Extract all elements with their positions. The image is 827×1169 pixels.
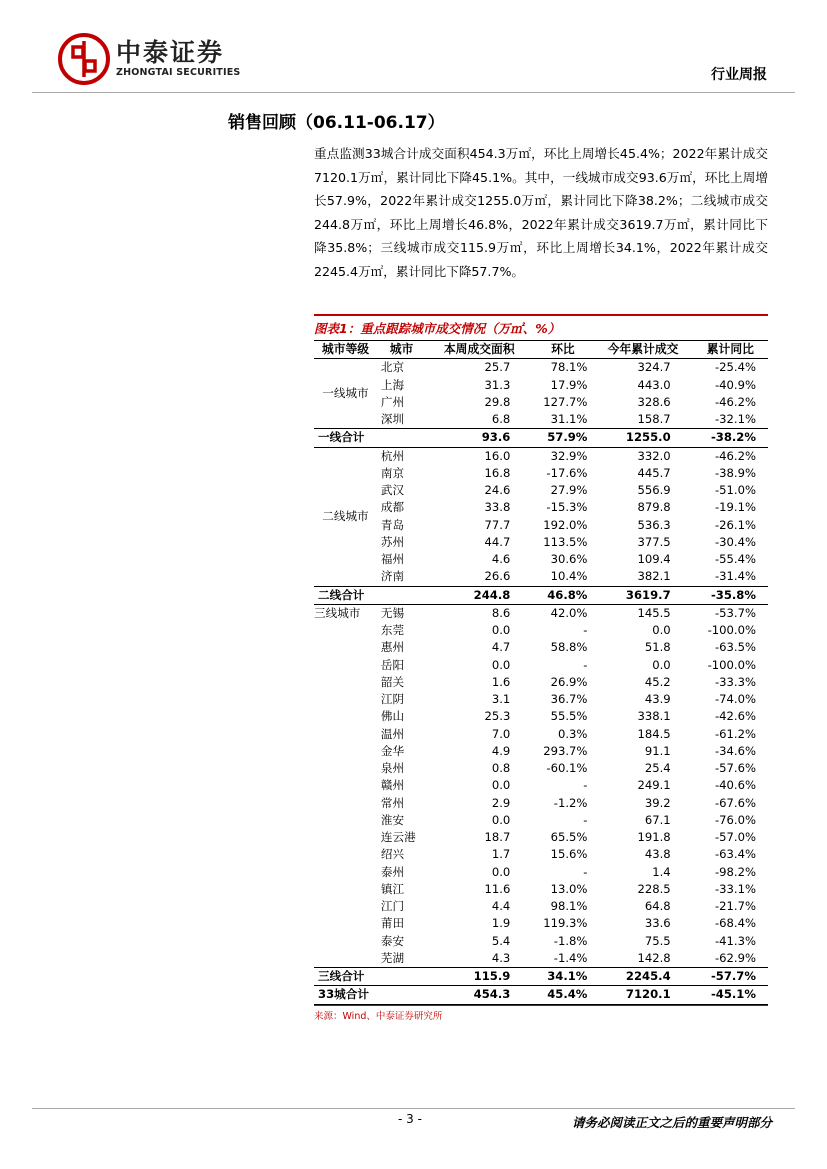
- wow-cell: 78.1%: [550, 360, 588, 375]
- wow-cell: 293.7%: [543, 743, 588, 758]
- wow-cell: -15.3%: [546, 500, 588, 515]
- table-row: [314, 447, 768, 465]
- subtotal-label-cell: 三线合计: [314, 968, 426, 986]
- yoy-cell: -19.1%: [714, 500, 756, 515]
- report-type: 行业周报: [711, 67, 767, 83]
- yoy-cell: -63.5%: [714, 640, 756, 655]
- wow-cell: 42.0%: [550, 605, 588, 620]
- weekly-area-cell: 3.1: [491, 692, 511, 707]
- weekly-area-cell: 2.9: [491, 795, 511, 810]
- wow-cell: 46.8%: [532, 586, 593, 604]
- figure-title: 图表1：重点跟踪城市成交情况（万㎡、%）: [314, 314, 768, 337]
- wow-cell: 98.1%: [550, 899, 588, 914]
- table-row: [314, 622, 768, 639]
- weekly-area-cell: 4.4: [491, 899, 511, 914]
- table-row: [314, 691, 768, 708]
- header-divider: [32, 92, 795, 93]
- ytd-cell: 3619.7: [593, 586, 692, 604]
- ytd-cell: 0.0: [652, 657, 671, 672]
- weekly-area-cell: 25.7: [484, 360, 511, 375]
- yoy-cell: -57.6%: [714, 761, 756, 776]
- wow-cell: 17.9%: [550, 377, 588, 392]
- city-cell: 莆田: [380, 916, 405, 931]
- table-row: [314, 499, 768, 516]
- grand-total-label-cell: 33城合计: [314, 986, 426, 1005]
- yoy-cell: -61.2%: [714, 726, 756, 741]
- weekly-area-cell: 16.0: [484, 448, 511, 463]
- weekly-area-cell: 0.8: [491, 761, 511, 776]
- ytd-cell: 75.5: [644, 933, 671, 948]
- zhongtai-logo-icon: [58, 33, 110, 85]
- col-header-tier: 城市等级: [314, 341, 377, 359]
- yoy-cell: -40.6%: [714, 778, 756, 793]
- yoy-cell: -46.2%: [714, 394, 756, 409]
- yoy-cell: -41.3%: [714, 933, 756, 948]
- yoy-cell: -100.0%: [707, 623, 756, 638]
- ytd-cell: 0.0: [652, 623, 671, 638]
- subtotal-label-cell: 一线合计: [314, 429, 426, 447]
- wow-cell: -: [583, 812, 588, 827]
- ytd-cell: 536.3: [637, 517, 671, 532]
- yoy-cell: -21.7%: [714, 899, 756, 914]
- city-cell: 苏州: [380, 534, 405, 549]
- ytd-cell: 67.1: [644, 812, 671, 827]
- subtotal-label-cell: 二线合计: [314, 586, 426, 604]
- weekly-area-cell: 44.7: [484, 534, 511, 549]
- wow-cell: 113.5%: [543, 534, 588, 549]
- tier-label-cell: 三线城市: [314, 605, 361, 620]
- summary-text: 重点监测33城合计成交面积454.3万㎡，环比上周增长45.4%；2022年累计成交7120.1万㎡，累计同比下降45.1%。其中，一线城市成交93.6万㎡，环比上周增长57.9%，2022年累计成交1255.0万㎡，累计同比下降38.2%；二线城市成交244.8万㎡，环比上周增长46.8%，2022年累计成交3619.7万㎡，累计同比下降35.8%；三线城市成交115.9万㎡，环比上周增长34.1%，2022年累计成交2245.4万㎡，累计同比下降57.7%。: [314, 146, 768, 279]
- table-header-row: [314, 341, 768, 359]
- weekly-area-cell: 29.8: [484, 394, 511, 409]
- ytd-cell: 1255.0: [593, 429, 692, 447]
- table-row: [314, 795, 768, 812]
- ytd-cell: 328.6: [637, 394, 671, 409]
- yoy-cell: -32.1%: [714, 412, 756, 427]
- yoy-cell: -76.0%: [714, 812, 756, 827]
- weekly-area-cell: 454.3: [426, 986, 532, 1005]
- tier-label-cell: 一线城市: [322, 386, 369, 401]
- table-row: [314, 359, 768, 377]
- weekly-area-cell: 18.7: [484, 830, 511, 845]
- table-row: [314, 639, 768, 656]
- yoy-cell: -100.0%: [707, 657, 756, 672]
- yoy-cell: -53.7%: [714, 605, 756, 620]
- disclaimer-note: 请务必阅读正文之后的重要声明部分: [571, 1115, 772, 1130]
- city-cell: 泰安: [380, 933, 405, 948]
- table-row: [314, 465, 768, 482]
- table-row: [314, 568, 768, 586]
- brand-name-cn: 中泰证券: [116, 38, 225, 67]
- city-cell: 青岛: [380, 517, 405, 532]
- weekly-area-cell: 24.6: [484, 483, 511, 498]
- wow-cell: -: [583, 623, 588, 638]
- weekly-area-cell: 0.0: [491, 812, 511, 827]
- city-cell: 连云港: [380, 830, 416, 845]
- wow-cell: -: [583, 657, 588, 672]
- weekly-area-cell: 115.9: [426, 968, 532, 986]
- wow-cell: 13.0%: [550, 881, 588, 896]
- section-title: 销售回顾（06.11-06.17）: [228, 113, 445, 133]
- yoy-cell: -51.0%: [714, 483, 756, 498]
- wow-cell: 45.4%: [532, 986, 593, 1005]
- wow-cell: 57.9%: [532, 429, 593, 447]
- city-cell: 武汉: [380, 483, 405, 498]
- table-row: [314, 534, 768, 551]
- weekly-area-cell: 1.7: [491, 847, 511, 862]
- city-cell: 韶关: [380, 674, 405, 689]
- yoy-cell: -35.8%: [693, 586, 768, 604]
- table-row: [314, 812, 768, 829]
- city-cell: 无锡: [380, 605, 405, 620]
- wow-cell: 31.1%: [550, 412, 588, 427]
- yoy-cell: -42.6%: [714, 709, 756, 724]
- yoy-cell: -74.0%: [714, 692, 756, 707]
- city-cell: 南京: [380, 465, 405, 480]
- yoy-cell: -25.4%: [714, 360, 756, 375]
- city-cell: 常州: [380, 795, 405, 810]
- weekly-area-cell: 25.3: [484, 709, 511, 724]
- wow-cell: -1.8%: [553, 933, 588, 948]
- ytd-cell: 145.5: [637, 605, 671, 620]
- wow-cell: 58.8%: [550, 640, 588, 655]
- table-row: [314, 377, 768, 394]
- yoy-cell: -34.6%: [714, 743, 756, 758]
- city-cell: 淮安: [380, 812, 405, 827]
- subtotal-row: [314, 429, 768, 447]
- col-header-yoy: 累计同比: [693, 341, 768, 359]
- table-row: [314, 674, 768, 691]
- yoy-cell: -63.4%: [714, 847, 756, 862]
- ytd-cell: 64.8: [644, 899, 671, 914]
- wow-cell: 192.0%: [543, 517, 588, 532]
- city-cell: 杭州: [380, 448, 405, 463]
- grand-total-row: [314, 986, 768, 1005]
- ytd-cell: 879.8: [637, 500, 671, 515]
- table-row: [314, 517, 768, 534]
- table-row: [314, 411, 768, 429]
- yoy-cell: -55.4%: [714, 552, 756, 567]
- table-row: [314, 657, 768, 674]
- wow-cell: 32.9%: [550, 448, 588, 463]
- wow-cell: -1.2%: [553, 795, 588, 810]
- city-cell: 赣州: [380, 778, 405, 793]
- footer-divider: [32, 1108, 795, 1109]
- weekly-area-cell: 33.8: [484, 500, 511, 515]
- wow-cell: 0.3%: [557, 726, 588, 741]
- weekly-area-cell: 4.7: [491, 640, 511, 655]
- weekly-area-cell: 1.9: [491, 916, 511, 931]
- city-cell: 济南: [380, 569, 405, 584]
- table-row: [314, 482, 768, 499]
- wow-cell: 65.5%: [550, 830, 588, 845]
- wow-cell: 26.9%: [550, 674, 588, 689]
- wow-cell: 30.6%: [550, 552, 588, 567]
- wow-cell: -17.6%: [546, 465, 588, 480]
- table-body: [314, 359, 768, 1005]
- wow-cell: -: [583, 778, 588, 793]
- city-cell: 东莞: [380, 623, 405, 638]
- table-row: [314, 394, 768, 411]
- ytd-cell: 338.1: [637, 709, 671, 724]
- subtotal-row: [314, 968, 768, 986]
- ytd-cell: 556.9: [637, 483, 671, 498]
- ytd-cell: 109.4: [637, 552, 671, 567]
- city-cell: 绍兴: [380, 847, 405, 862]
- city-cell: 福州: [380, 552, 405, 567]
- wow-cell: 36.7%: [550, 692, 588, 707]
- yoy-cell: -98.2%: [714, 864, 756, 879]
- weekly-area-cell: 1.6: [491, 674, 511, 689]
- ytd-cell: 33.6: [644, 916, 671, 931]
- ytd-cell: 445.7: [637, 465, 671, 480]
- ytd-cell: 443.0: [637, 377, 671, 392]
- yoy-cell: -67.6%: [714, 795, 756, 810]
- wow-cell: 15.6%: [550, 847, 588, 862]
- weekly-area-cell: 6.8: [491, 412, 511, 427]
- city-cell: 上海: [380, 377, 405, 392]
- table-row: [314, 829, 768, 846]
- table-row: [314, 604, 768, 622]
- yoy-cell: -62.9%: [714, 950, 756, 965]
- weekly-area-cell: 31.3: [484, 377, 511, 392]
- table-row: [314, 864, 768, 881]
- wow-cell: -60.1%: [546, 761, 588, 776]
- weekly-area-cell: 4.9: [491, 743, 511, 758]
- weekly-area-cell: 5.4: [491, 933, 511, 948]
- col-header-ytd: 今年累计成交: [593, 341, 692, 359]
- summary-paragraph: [314, 142, 768, 283]
- ytd-cell: 377.5: [637, 534, 671, 549]
- wow-cell: 10.4%: [550, 569, 588, 584]
- city-cell: 芜湖: [380, 950, 405, 965]
- ytd-cell: 39.2: [644, 795, 671, 810]
- weekly-area-cell: 244.8: [426, 586, 532, 604]
- yoy-cell: -40.9%: [714, 377, 756, 392]
- weekly-area-cell: 16.8: [484, 465, 511, 480]
- yoy-cell: -33.3%: [714, 674, 756, 689]
- ytd-cell: 7120.1: [593, 986, 692, 1005]
- city-cell: 惠州: [380, 640, 405, 655]
- col-header-weekly-area: 本周成交面积: [426, 341, 532, 359]
- yoy-cell: -57.0%: [714, 830, 756, 845]
- tier-label-cell: 二线城市: [322, 509, 369, 523]
- table-row: [314, 950, 768, 968]
- weekly-area-cell: 0.0: [491, 657, 511, 672]
- city-cell: 广州: [380, 394, 405, 409]
- weekly-area-cell: 8.6: [491, 605, 511, 620]
- ytd-cell: 228.5: [637, 881, 671, 896]
- wow-cell: 55.5%: [550, 709, 588, 724]
- weekly-area-cell: 26.6: [484, 569, 511, 584]
- ytd-cell: 184.5: [637, 726, 671, 741]
- city-cell: 佛山: [380, 709, 405, 724]
- weekly-area-cell: 93.6: [426, 429, 532, 447]
- ytd-cell: 191.8: [637, 830, 671, 845]
- ytd-cell: 324.7: [637, 360, 671, 375]
- ytd-cell: 332.0: [637, 448, 671, 463]
- city-cell: 温州: [380, 726, 405, 741]
- ytd-cell: 382.1: [637, 569, 671, 584]
- ytd-cell: 91.1: [644, 743, 671, 758]
- brand-name-en: ZHONGTAI SECURITIES: [116, 67, 241, 78]
- city-cell: 北京: [380, 360, 405, 375]
- weekly-area-cell: 11.6: [484, 881, 511, 896]
- city-cell: 深圳: [380, 412, 405, 427]
- weekly-area-cell: 0.0: [491, 864, 511, 879]
- weekly-area-cell: 77.7: [484, 517, 511, 532]
- yoy-cell: -45.1%: [693, 986, 768, 1005]
- table-row: [314, 933, 768, 950]
- ytd-cell: 43.8: [644, 847, 671, 862]
- weekly-area-cell: 0.0: [491, 778, 511, 793]
- yoy-cell: -31.4%: [714, 569, 756, 584]
- city-cell: 金华: [380, 743, 405, 758]
- table-row: [314, 898, 768, 915]
- city-cell: 江阴: [380, 692, 405, 707]
- city-cell: 江门: [380, 899, 405, 914]
- table-row: [314, 743, 768, 760]
- yoy-cell: -46.2%: [714, 448, 756, 463]
- figure-source: 来源：Wind、中泰证券研究所: [314, 1005, 768, 1022]
- city-cell: 成都: [380, 500, 405, 515]
- table-row: [314, 881, 768, 898]
- table-row: [314, 760, 768, 777]
- ytd-cell: 25.4: [644, 761, 671, 776]
- yoy-cell: -30.4%: [714, 534, 756, 549]
- yoy-cell: -38.2%: [693, 429, 768, 447]
- yoy-cell: -33.1%: [714, 881, 756, 896]
- ytd-cell: 142.8: [637, 950, 671, 965]
- ytd-cell: 45.2: [644, 674, 671, 689]
- ytd-cell: 158.7: [637, 412, 671, 427]
- city-cell: 镇江: [380, 881, 405, 896]
- yoy-cell: -26.1%: [714, 517, 756, 532]
- city-cell: 岳阳: [380, 657, 405, 672]
- col-header-wow: 环比: [532, 341, 593, 359]
- page-number: - 3 -: [398, 1112, 422, 1126]
- ytd-cell: 51.8: [644, 640, 671, 655]
- wow-cell: 34.1%: [532, 968, 593, 986]
- table-row: [314, 915, 768, 932]
- col-header-city: 城市: [377, 341, 426, 359]
- table-row: [314, 708, 768, 725]
- city-cell: 泰州: [380, 864, 405, 879]
- weekly-area-cell: 0.0: [491, 623, 511, 638]
- ytd-cell: 43.9: [644, 692, 671, 707]
- wow-cell: -: [583, 864, 588, 879]
- wow-cell: 119.3%: [543, 916, 588, 931]
- wow-cell: 27.9%: [550, 483, 588, 498]
- ytd-cell: 249.1: [637, 778, 671, 793]
- yoy-cell: -57.7%: [693, 968, 768, 986]
- weekly-area-cell: 4.6: [491, 552, 511, 567]
- weekly-area-cell: 4.3: [491, 950, 511, 965]
- city-cell: 泉州: [380, 761, 405, 776]
- table-row: [314, 726, 768, 743]
- yoy-cell: -68.4%: [714, 916, 756, 931]
- table-row: [314, 777, 768, 794]
- table-row: [314, 551, 768, 568]
- company-logo: [58, 33, 240, 85]
- wow-cell: -1.4%: [553, 950, 588, 965]
- yoy-cell: -38.9%: [714, 465, 756, 480]
- ytd-cell: 1.4: [652, 864, 671, 879]
- ytd-cell: 2245.4: [593, 968, 692, 986]
- wow-cell: 127.7%: [543, 394, 588, 409]
- subtotal-row: [314, 586, 768, 604]
- city-sales-table: [314, 340, 768, 1006]
- table-row: [314, 846, 768, 863]
- weekly-area-cell: 7.0: [491, 726, 511, 741]
